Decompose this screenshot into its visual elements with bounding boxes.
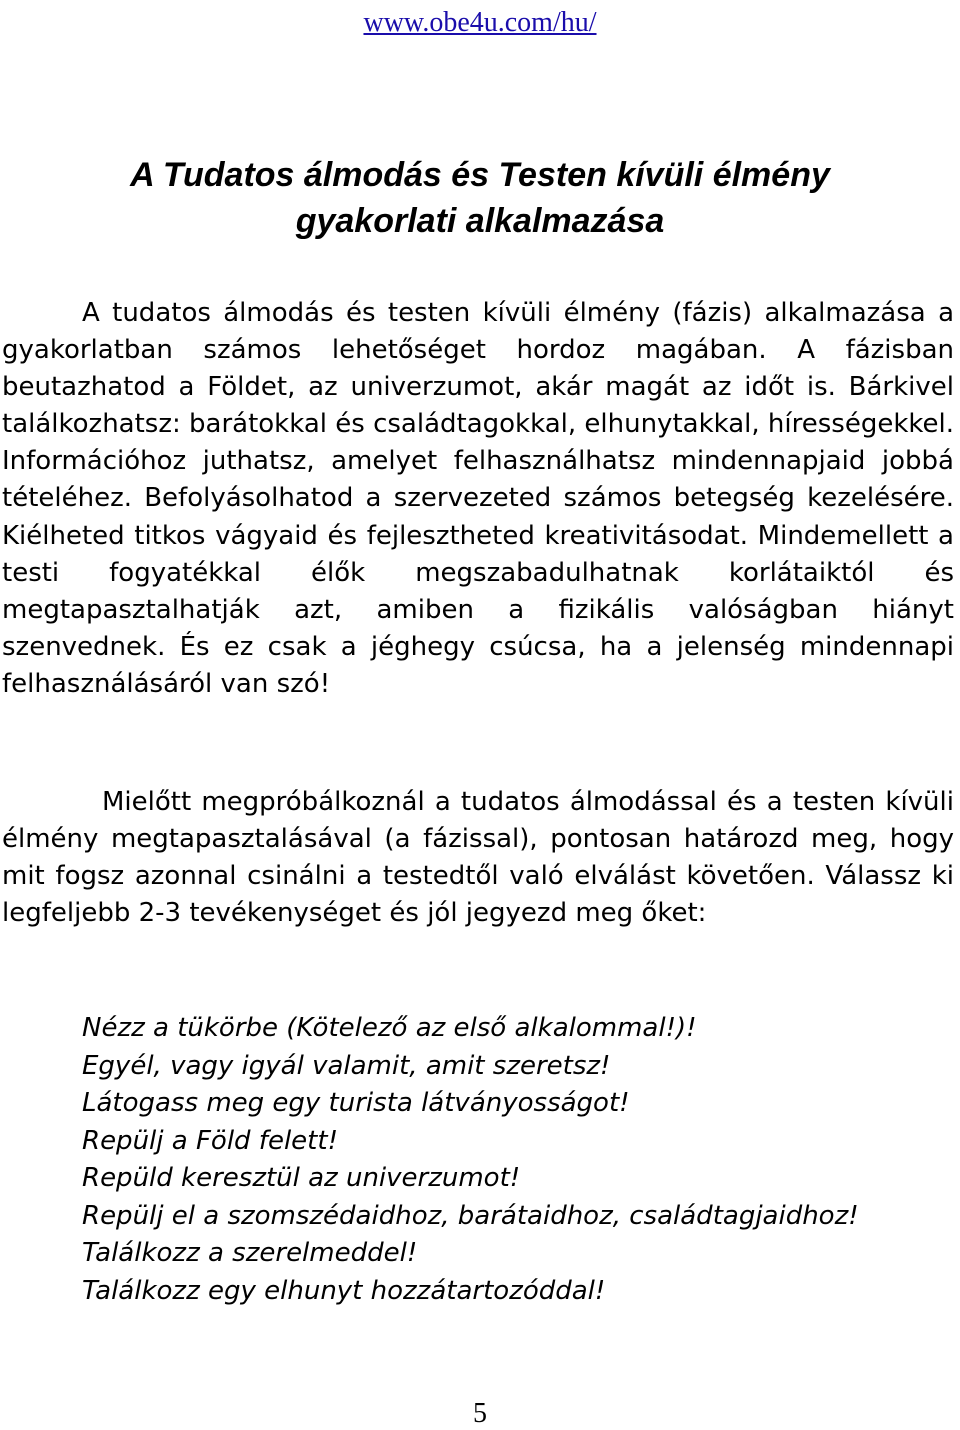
activity-list	[2, 1010, 954, 1310]
header-url-link[interactable]: www.obe4u.com/hu/	[363, 7, 597, 38]
list-item: Repülj a Föld felett!	[82, 1125, 338, 1156]
instruction-paragraph: Mielőtt megpróbálkoznál a tudatos álmodással és a testen kívüli élmény megtapasztalásával (a fázissal), pontosan határozd meg, hogy mit fogsz azonnal csinálni a testedtől való elválást követően. Válassz ki legfeljebb 2-3 tevékenységet és jól jegyezd meg őket:	[2, 787, 954, 929]
list-item: Repülj el a szomszédaidhoz, barátaidhoz, családtagjaidhoz!	[82, 1200, 859, 1231]
list-item: Látogass meg egy turista látványosságot!	[82, 1088, 630, 1118]
title-line-2: gyakorlati alkalmazása	[295, 202, 665, 240]
title-line-1: A Tudatos álmodás és Testen kívüli élmény	[130, 156, 830, 194]
page-number: 5	[473, 1398, 487, 1429]
list-item: Nézz a tükörbe (Kötelező az első alkalommal!)!	[82, 1013, 697, 1043]
list-item: Találkozz a szerelmeddel!	[82, 1238, 418, 1268]
intro-paragraph: A tudatos álmodás és testen kívüli élmény (fázis) alkalmazása a gyakorlatban számos lehetőséget hordoz magában. A fázisban beutazhatod a Földet, az univerzumot, akár magát az időt is. Bárkivel találkozhatsz: barátokkal és családtagokkal, elhunytakkal, hírességekkel. Információhoz juthatsz, amelyet felhasználhatsz mindennapjaid jobbá tételéhez. Befolyásolhatod a szervezeted számos betegség kezelésére. Kiélheted titkos vágyaid és fejlesztheted kreativitásodat. Mindemellett a testi fogyatékkal élők megszabadulhatnak korlátaiktól és megtapasztalhatják azt, amiben a fizikális valóságban hiányt szenvednek. És ez csak a jéghegy csúcsa, ha a jelenség mindennapi felhasználásáról van szó!	[2, 298, 954, 699]
page-title	[40, 152, 920, 244]
list-item: Repüld keresztül az univerzumot!	[82, 1163, 521, 1193]
list-item: Egyél, vagy igyál valamit, amit szeretsz!	[82, 1050, 611, 1081]
list-item: Találkozz egy elhunyt hozzátartozóddal!	[82, 1275, 606, 1306]
